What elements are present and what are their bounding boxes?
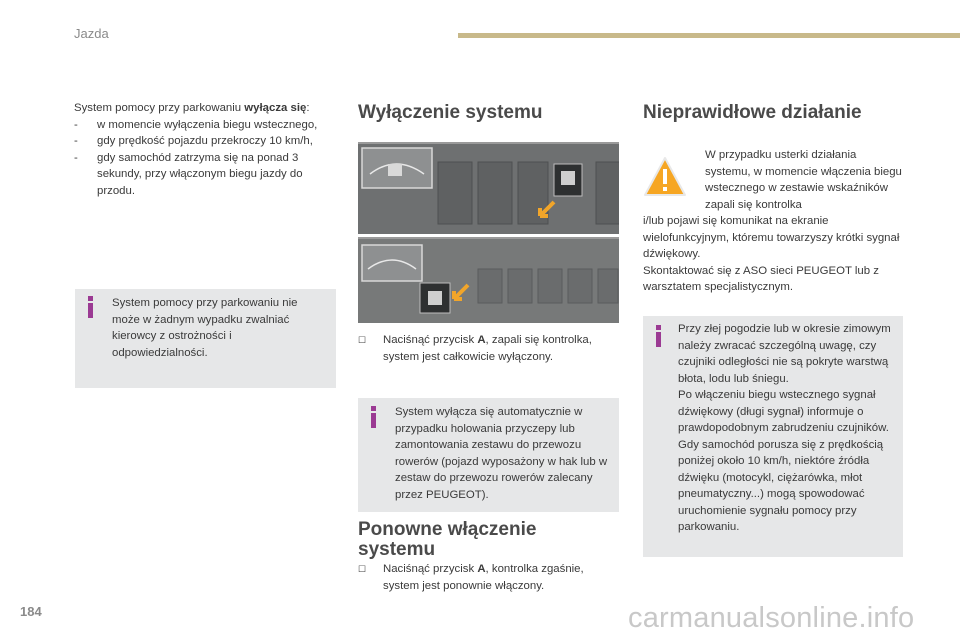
info-text: System pomocy przy parkowaniu nie może w żadnym wypadku zwalniać kierowcy z ostrożności i odpowiedzialności.: [112, 297, 298, 359]
info-text: Przy złej pogodzie lub w okresie zimowym należy zwracać szczególną uwagę, czy czujniki odległości nie są pokryte warstwą błota, lodu lub śniegu. Po włączeniu biegu wstecznego sygnał dźwiękowy (długi sygnał) informuje o prawdopodobnym zabrudzeniu czujników. Gdy samochód porusza się z prędkością poniżej około 10 km/h, niektóre źródła dźwięku (motocykl, ciężarówka, młot pneumatyczny...) mogą spowodować uruchomienie sygnału pomocy przy parkowaniu.: [678, 323, 891, 533]
info-box-responsibility: [75, 289, 336, 388]
checkbox-bullet-icon: ☐: [358, 564, 367, 574]
instruction-disable: ☐ Naciśnąć przycisk A, zapali się kontrolka, system jest całkowicie wyłączony.: [358, 334, 592, 363]
button-a-label: A: [477, 334, 486, 346]
info-icon: [656, 325, 661, 347]
dashboard-photo-bottom: [358, 237, 619, 323]
dashboard-photo-top-image: [358, 144, 619, 234]
list-item: - gdy prędkość pojazdu przekroczy 10 km/h,: [74, 135, 313, 147]
intro-lead: System pomocy przy parkowaniu wyłącza się:: [74, 102, 310, 114]
list-item: - gdy samochód zatrzyma się na ponad 3 sekundy, przy włączonym biegu jazdy do przodu.: [74, 151, 303, 197]
intro-list: [74, 117, 339, 200]
intro-section: [74, 100, 339, 199]
info-box-towing: [358, 398, 619, 512]
info-text: System wyłącza się automatycznie w przypadku holowania przyczepy lub zamontowania zestawu do przewozu rowerów (pojazd wyposażony w hak lub w zestaw do przewozu rowerów zalecany przez PEUGEOT).: [395, 406, 608, 501]
intro-lead-bold: wyłącza się: [244, 102, 307, 114]
watermark: carmanualsonline.info: [628, 602, 915, 634]
warning-triangle-icon: [643, 155, 687, 199]
section-title: Jazda: [74, 26, 109, 41]
instruction-reenable: ☐ Naciśnąć przycisk A, kontrolka zgaśnie, system jest ponownie włączony.: [358, 563, 584, 592]
dashboard-photo-top: [358, 142, 619, 234]
checkbox-bullet-icon: ☐: [358, 335, 367, 345]
page-number: 184: [20, 604, 42, 619]
header-accent-rule: [458, 33, 960, 38]
heading-malfunction: Nieprawidłowe działanie: [643, 102, 862, 123]
malfunction-paragraph: W przypadku usterki działania systemu, w momencie włączenia biegu wstecznego w zestawie wskaźników zapali się kontrolka i/lub pojawi się komunikat na ekranie wielofunkcyjnym, któremu towarzyszy krótki sygnał dźwiękowy. Skontaktować się z ASO sieci PEUGEOT lub z warsztatem specjalistycznym.: [643, 149, 902, 293]
dashboard-photo-bottom-image: [358, 239, 619, 323]
info-box-sensors: [643, 316, 903, 557]
button-a-label: A: [477, 563, 486, 575]
heading-disable-system: Wyłączenie systemu: [358, 102, 543, 123]
list-item: - w momencie wyłączenia biegu wstecznego,: [74, 118, 318, 131]
heading-reenable-system: Ponowne włączenie systemu: [358, 519, 537, 560]
info-icon: [88, 296, 93, 318]
info-icon: [371, 406, 376, 428]
